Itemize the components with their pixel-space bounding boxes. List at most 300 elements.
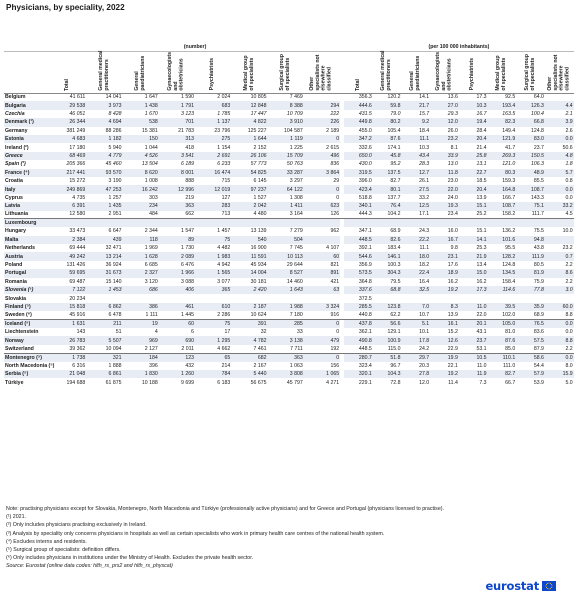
value-cell: 538: [123, 118, 159, 126]
value-cell: 2 189: [326, 127, 340, 134]
value-cell: 72.8: [390, 379, 401, 386]
value-cell: 386: [123, 303, 159, 311]
value-cell: 10.7: [419, 312, 430, 319]
value-cell: 229.1: [358, 379, 372, 386]
footnote: (²) Only includes physicians practising exclusively in Ireland.: [6, 522, 147, 529]
value-cell: 183.4: [387, 245, 401, 252]
value-cell: 137.5: [373, 169, 402, 177]
column-header-rate-6: Surgical group of specialists: [523, 53, 536, 91]
value-cell: 10 805: [250, 94, 267, 101]
value-cell: 108.7: [488, 202, 517, 210]
value-cell: 184: [123, 353, 159, 361]
value-cell: 662: [185, 211, 194, 218]
value-cell: 19.4: [459, 118, 488, 126]
table-row: [4, 303, 574, 311]
value-cell: 19: [123, 320, 159, 328]
value-cell: 105.4: [387, 127, 401, 134]
value-cell: 432: [185, 362, 194, 369]
value-cell: 24.0: [447, 194, 458, 201]
value-cell: 715: [221, 178, 231, 185]
value-cell: 111.7: [531, 211, 544, 218]
value-cell: 321: [86, 353, 122, 361]
value-cell: 33 473: [69, 228, 86, 235]
country-cell: Estonia: [4, 135, 50, 143]
value-cell: 125 227: [247, 127, 267, 134]
value-cell: 1 590: [181, 94, 194, 101]
value-cell: [268, 219, 304, 227]
value-cell: 8.8: [545, 336, 574, 344]
value-cell: 45.8: [373, 152, 402, 160]
country-cell: Italy: [4, 185, 50, 193]
value-cell: 444.3: [358, 211, 372, 218]
value-cell: 69 444: [69, 245, 86, 252]
value-cell: 504: [268, 236, 304, 244]
value-cell: [123, 294, 159, 302]
value-cell: 18.5: [476, 178, 487, 185]
value-cell: 41.7: [505, 144, 516, 151]
value-cell: 969: [123, 336, 159, 344]
value-cell: 75: [195, 320, 231, 328]
value-cell: 96.7: [390, 362, 401, 369]
footnote: (¹) 2021.: [6, 514, 27, 521]
value-cell: 363: [268, 353, 304, 361]
value-cell: 1 565: [195, 269, 231, 277]
table-row: [4, 169, 574, 177]
value-cell: 396: [149, 362, 158, 369]
value-cell: 57.9: [516, 370, 545, 378]
footnotes: [6, 505, 558, 571]
value-cell: 79.0: [390, 111, 401, 117]
table-row: [4, 252, 574, 260]
value-cell: 396.0: [358, 178, 372, 185]
value-cell: 4 271: [326, 379, 340, 386]
value-cell: 21 783: [178, 127, 194, 134]
value-cell: 3 973: [86, 101, 122, 109]
value-cell: 10.1: [419, 329, 430, 336]
value-cell: 2 127: [144, 345, 158, 352]
table-row: [4, 143, 574, 151]
value-cell: 1 644: [231, 135, 267, 143]
value-cell: 2 089: [159, 252, 195, 260]
value-cell: 1 154: [217, 144, 231, 151]
eu-flag-icon: [542, 581, 556, 591]
value-cell: 27.0: [430, 101, 459, 109]
value-cell: 5 940: [108, 144, 122, 151]
value-cell: 101.6: [488, 236, 517, 244]
country-cell: Hungary: [5, 228, 27, 235]
value-cell: 16.2: [476, 278, 487, 285]
value-cell: 5 440: [231, 370, 267, 378]
value-cell: 11.8: [430, 169, 459, 177]
value-cell: [195, 294, 231, 302]
value-cell: 16.2: [447, 278, 458, 285]
value-cell: 1 730: [181, 245, 194, 252]
value-cell: 8.8: [565, 312, 573, 319]
table-row: [4, 202, 574, 210]
footnote: (⁶) Only includes physicians in institutions under the Ministry of Health. Excludes the private health sector.: [6, 555, 254, 562]
value-cell: 126.3: [516, 101, 545, 109]
value-cell: [545, 93, 574, 101]
value-cell: 143: [76, 329, 86, 336]
table-row: [4, 261, 574, 269]
country-cell: Austria: [4, 252, 50, 260]
value-cell: 3 808: [268, 370, 304, 378]
value-cell: 92.5: [505, 94, 516, 101]
value-cell: 496: [304, 152, 340, 160]
value-cell: 4 782: [231, 336, 267, 344]
value-cell: 1 044: [144, 144, 158, 151]
table-row: [4, 185, 574, 193]
value-cell: 23.2: [562, 245, 573, 252]
value-cell: 51: [115, 329, 122, 336]
value-cell: 64 122: [268, 185, 304, 193]
value-cell: 11.4: [448, 379, 458, 386]
value-cell: 6: [191, 329, 194, 336]
value-cell: 14.1: [419, 94, 430, 101]
value-cell: 1 182: [86, 135, 122, 143]
value-cell: 821: [330, 262, 340, 269]
value-cell: 16.1: [430, 320, 459, 328]
value-cell: 82.3: [488, 118, 517, 126]
value-cell: 29: [333, 178, 340, 185]
value-cell: 14 460: [286, 278, 303, 285]
value-cell: 6 647: [108, 228, 122, 235]
value-cell: 3.0: [545, 286, 574, 294]
value-cell: 222: [330, 111, 340, 117]
value-cell: 518.8: [358, 194, 372, 201]
value-cell: 53.9: [533, 379, 544, 386]
value-cell: 16.7: [476, 111, 487, 117]
value-cell: 14.1: [459, 236, 488, 244]
value-cell: 962: [330, 228, 340, 235]
table-row: [4, 362, 574, 370]
value-cell: 461: [159, 303, 195, 311]
value-cell: 39 362: [69, 345, 86, 352]
value-cell: 28.4: [476, 127, 487, 134]
value-cell: 56 675: [250, 379, 267, 386]
value-cell: [401, 219, 430, 227]
value-cell: 1 643: [268, 286, 304, 294]
value-cell: 14 004: [231, 269, 267, 277]
unit-label-number: (number): [50, 43, 340, 51]
value-cell: 82.7: [390, 178, 401, 185]
value-cell: 131 426: [66, 262, 86, 269]
value-cell: 479: [304, 336, 340, 344]
value-cell: [268, 294, 304, 302]
value-cell: 95.5: [505, 245, 516, 252]
value-cell: 701: [159, 118, 195, 126]
physicians-table: [4, 43, 574, 387]
value-cell: 3 910: [268, 118, 304, 126]
value-cell: 22.0: [430, 185, 459, 193]
value-cell: 192: [330, 345, 340, 352]
value-cell: 82.7: [488, 370, 517, 378]
value-cell: 1 137: [195, 118, 231, 126]
country-cell: Iceland (⁵): [4, 320, 50, 328]
value-cell: 4.8: [545, 152, 574, 160]
value-cell: 9.2: [401, 118, 430, 126]
value-cell: 121.9: [488, 135, 517, 143]
value-cell: 0: [336, 194, 340, 201]
country-cell: Germany: [5, 127, 28, 134]
value-cell: 4 107: [326, 245, 340, 252]
country-cell: Denmark (¹): [4, 118, 50, 126]
value-cell: 25.3: [476, 245, 487, 252]
value-cell: 421: [330, 278, 340, 285]
value-cell: 8 428: [108, 111, 122, 117]
column-header-rate-3: Gynaecologists and obstetricians: [434, 51, 453, 91]
value-cell: 8.1: [450, 144, 458, 151]
value-cell: 76.5: [516, 320, 545, 328]
value-cell: 20.1: [459, 320, 488, 328]
value-cell: 121.0: [502, 161, 516, 168]
value-cell: 21.4: [476, 144, 487, 151]
value-cell: 0.0: [545, 185, 574, 193]
value-cell: 54 825: [231, 169, 267, 177]
value-cell: 47 253: [86, 185, 122, 193]
value-cell: 219: [185, 194, 194, 201]
value-cell: 6 391: [50, 202, 86, 210]
value-cell: 45 934: [250, 262, 267, 269]
value-cell: 13 139: [250, 228, 267, 235]
table-row: [4, 320, 574, 328]
table-row: [4, 110, 574, 118]
value-cell: 126: [330, 211, 340, 218]
value-cell: 46 051: [69, 111, 86, 117]
value-cell: 4 683: [50, 135, 86, 143]
value-cell: 33.2: [419, 194, 430, 201]
value-cell: 16.0: [447, 228, 458, 235]
value-cell: 59.8: [373, 101, 402, 109]
eurostat-logo: [485, 579, 556, 593]
value-cell: 2 011: [181, 345, 194, 352]
value-cell: 23.2: [430, 135, 459, 143]
value-cell: 0.0: [565, 194, 573, 201]
table-row: [4, 118, 574, 126]
value-cell: 18.0: [401, 252, 430, 260]
value-cell: 6 183: [217, 379, 231, 386]
table-row: [4, 294, 574, 302]
country-cell: Norway: [4, 336, 50, 344]
value-cell: 226: [304, 118, 340, 126]
country-cell: Serbia (⁵): [4, 370, 50, 378]
value-cell: 17: [224, 329, 231, 336]
value-cell: 1 435: [86, 202, 122, 210]
value-cell: 65: [195, 353, 231, 361]
value-cell: 1 830: [123, 370, 159, 378]
value-cell: 82.6: [373, 236, 402, 244]
value-cell: [430, 294, 459, 302]
value-cell: [545, 294, 574, 302]
value-cell: 32.5: [401, 286, 430, 294]
value-cell: 68.9: [533, 312, 544, 319]
value-cell: 423.4: [344, 185, 373, 193]
value-cell: 650.0: [344, 152, 373, 160]
value-cell: 1 111: [145, 312, 158, 319]
value-cell: 60.0: [545, 303, 574, 311]
table-row: [4, 244, 574, 252]
value-cell: 124.8: [502, 262, 516, 269]
value-cell: 17.3: [476, 94, 487, 101]
value-cell: 4 482: [217, 245, 231, 252]
value-cell: 61 875: [105, 379, 122, 386]
value-cell: 347.2: [344, 135, 373, 143]
value-cell: 28.3: [419, 161, 430, 168]
unit-label-per-100000: (per 100 000 inhabitants): [344, 43, 574, 51]
value-cell: 11.1: [419, 245, 430, 252]
value-cell: 63: [304, 286, 340, 294]
value-cell: [123, 219, 159, 227]
value-cell: 15 272: [69, 178, 86, 185]
table-row: [4, 345, 574, 353]
column-header-rate-5: Medical group of specialists: [495, 55, 507, 91]
value-cell: 15.7: [419, 111, 430, 117]
value-cell: 41 611: [69, 94, 86, 101]
country-cell: Malta: [4, 236, 50, 244]
value-cell: 105.0: [488, 320, 517, 328]
value-cell: [459, 294, 488, 302]
value-cell: 10 188: [141, 379, 158, 386]
value-cell: 2 384: [50, 236, 86, 244]
value-cell: 1 295: [195, 336, 231, 344]
value-cell: 418: [185, 144, 194, 151]
value-cell: [50, 219, 86, 227]
value-cell: 7 461: [253, 345, 267, 352]
value-cell: 54.4: [533, 362, 544, 369]
value-cell: 15 381: [141, 127, 158, 134]
value-cell: 32 471: [105, 245, 122, 252]
country-cell: Croatia: [5, 178, 23, 185]
value-cell: 285: [268, 320, 304, 328]
value-cell: 484: [149, 211, 158, 218]
value-cell: 0.8: [565, 178, 573, 185]
value-cell: 21.9: [459, 252, 488, 260]
value-cell: 12.0: [419, 379, 430, 386]
value-cell: 75.9: [533, 278, 544, 285]
value-cell: 115.0: [387, 345, 401, 352]
value-cell: 1 631: [50, 320, 86, 328]
country-cell: Slovenia (⁵): [4, 286, 50, 294]
value-cell: 430.0: [358, 161, 372, 168]
value-cell: [304, 236, 340, 244]
country-cell: Bulgaria: [4, 101, 50, 109]
value-cell: 19.2: [430, 286, 459, 294]
column-header-number-3: Gynaecologists and obstetricians: [167, 51, 185, 91]
value-cell: 4 526: [123, 152, 159, 160]
table-row: [4, 353, 574, 361]
value-cell: [516, 219, 545, 227]
value-cell: 448.5: [358, 345, 372, 352]
value-cell: 16 474: [195, 169, 231, 177]
value-cell: 22.7: [459, 169, 488, 177]
value-cell: 39.5: [488, 303, 517, 311]
value-cell: 12 580: [69, 211, 86, 218]
value-cell: 4 662: [217, 345, 231, 352]
country-cell: Switzerland: [5, 345, 34, 352]
value-cell: 45 916: [69, 312, 86, 319]
value-cell: 10 709: [286, 111, 303, 117]
value-cell: [195, 219, 231, 227]
value-cell: 8 388: [268, 101, 304, 109]
value-cell: 8 620: [123, 169, 159, 177]
value-cell: 83.6: [533, 329, 544, 336]
value-cell: 68 469: [50, 152, 86, 160]
value-cell: 58.6: [516, 353, 545, 361]
table-row: [4, 269, 574, 277]
value-cell: 3 190: [108, 178, 122, 185]
value-cell: 32: [260, 329, 267, 336]
value-cell: 7 745: [289, 245, 303, 252]
value-cell: 69 487: [69, 278, 86, 285]
value-cell: 18.9: [430, 269, 459, 277]
value-cell: 111.9: [516, 252, 545, 260]
value-cell: 57 773: [250, 161, 267, 168]
value-cell: 94.8: [516, 236, 545, 244]
value-cell: 4 779: [86, 152, 122, 160]
value-cell: 104.3: [373, 370, 402, 378]
value-cell: 836: [330, 161, 340, 168]
country-cell: France (⁴): [4, 169, 50, 177]
value-cell: 6 862: [86, 303, 122, 311]
value-cell: 17 447: [250, 111, 267, 117]
table-row: [4, 236, 574, 244]
value-cell: 166.7: [502, 194, 516, 201]
value-cell: 43.1: [476, 329, 487, 336]
footnote: (³) Analysis by speciality only concerns physicians in hospitals as well as certain specialists who work in primary health care centres of the national health system.: [6, 530, 385, 537]
value-cell: 95.2: [390, 161, 401, 168]
value-cell: 45 460: [105, 161, 122, 168]
value-cell: 22.2: [401, 236, 430, 244]
country-cell: Montenegro (⁵): [4, 353, 50, 361]
value-cell: 4 694: [86, 118, 122, 126]
value-cell: [304, 294, 340, 302]
value-cell: 22.1: [447, 362, 458, 369]
value-cell: 10 624: [250, 312, 267, 319]
value-cell: 1 547: [181, 228, 194, 235]
value-cell: 340.1: [344, 202, 373, 210]
value-cell: 17.6: [447, 262, 458, 269]
value-cell: 7 469: [289, 94, 303, 101]
value-cell: 23.1: [430, 252, 459, 260]
value-cell: 26 106: [231, 152, 267, 160]
value-cell: 13 504: [141, 161, 158, 168]
country-cell: Poland: [5, 262, 23, 269]
value-cell: 2.2: [565, 278, 573, 285]
value-cell: 10.5: [459, 353, 488, 361]
value-cell: 85.5: [533, 178, 544, 185]
value-cell: 444.6: [344, 101, 373, 109]
value-cell: 610: [195, 303, 231, 311]
value-cell: 1 988: [268, 303, 304, 311]
value-cell: 56.6: [373, 320, 402, 328]
value-cell: 127: [221, 194, 231, 201]
value-cell: 280.7: [344, 353, 373, 361]
value-cell: 4 822: [231, 118, 267, 126]
value-cell: 33.2: [545, 202, 574, 210]
value-cell: 102.0: [502, 312, 516, 319]
value-cell: 43.4: [401, 152, 430, 160]
value-cell: 97 237: [231, 185, 267, 193]
value-cell: 5 507: [86, 336, 122, 344]
value-cell: 8.3: [430, 303, 459, 311]
value-cell: 20 234: [69, 295, 86, 302]
value-cell: 11 591: [231, 252, 267, 260]
value-cell: 6 233: [217, 161, 231, 168]
country-cell: Liechtenstein: [5, 329, 39, 336]
value-cell: 5.7: [545, 169, 574, 177]
value-cell: 75.5: [533, 228, 544, 235]
value-cell: 75: [195, 236, 231, 244]
